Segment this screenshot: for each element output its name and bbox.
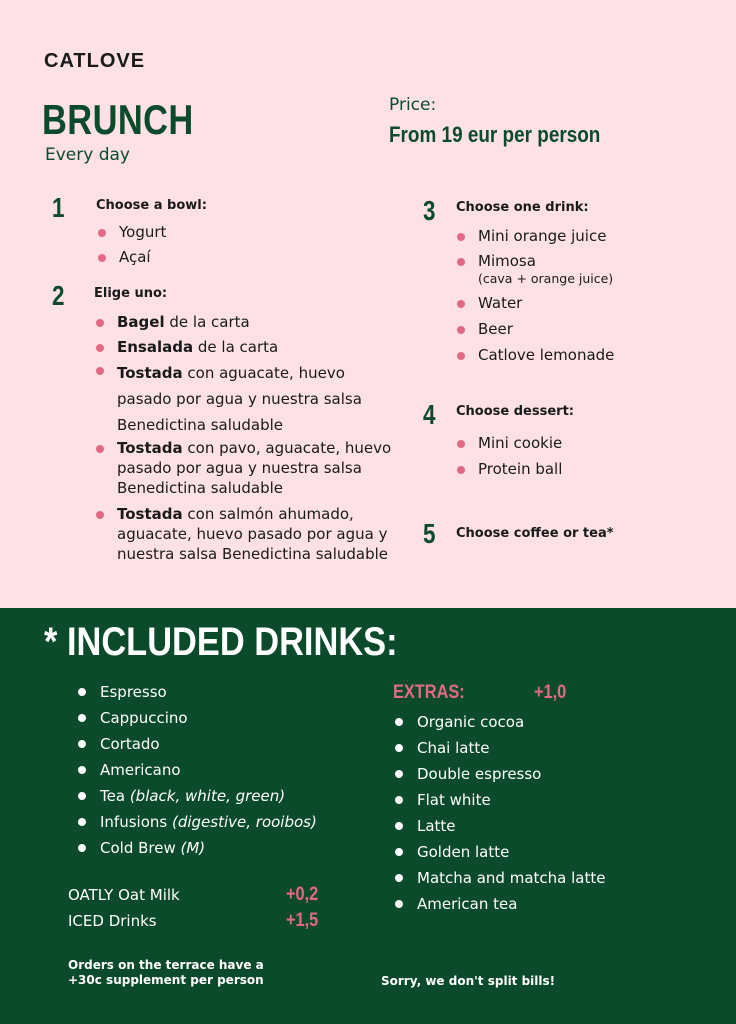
list-item: Golden latte: [393, 842, 605, 868]
price-label: Price:: [389, 95, 437, 115]
step-5-title: Choose coffee or tea*: [456, 526, 614, 541]
list-item: Espresso: [76, 682, 317, 708]
list-item: Infusions (digestive, rooibos): [76, 812, 317, 838]
split-bills-note: Sorry, we don't split bills!: [381, 974, 556, 988]
step-3-list: [455, 226, 614, 365]
addon-oat-milk-label: OATLY Oat Milk: [68, 886, 180, 904]
list-item: Double espresso: [393, 764, 605, 790]
list-item: Latte: [393, 816, 605, 842]
list-item: Cappuccino: [76, 708, 317, 734]
list-item: Matcha and matcha latte: [393, 868, 605, 894]
list-item: Cortado: [76, 734, 317, 760]
list-item: American tea: [393, 894, 605, 920]
step-3-number: 3: [423, 195, 436, 226]
list-item: Chai latte: [393, 738, 605, 764]
addon-iced-price: +1,5: [286, 910, 319, 931]
list-item: Water: [455, 293, 614, 313]
page-subtitle: Every day: [45, 145, 130, 165]
list-item: Cold Brew (M): [76, 838, 317, 864]
list-item: Mini cookie: [455, 433, 562, 453]
extras-price: +1,0: [534, 682, 567, 703]
addon-iced-label: ICED Drinks: [68, 912, 157, 930]
list-item: Tea (black, white, green): [76, 786, 317, 812]
step-1-list: [96, 222, 166, 267]
list-item: Tostada con pavo, aguacate, huevo pasado por agua y nuestra salsa Benedictina saludable: [94, 438, 404, 498]
list-item: Mimosa (cava + orange juice): [455, 251, 614, 287]
list-item: Mini orange juice: [455, 226, 614, 246]
step-4-title: Choose dessert:: [456, 404, 574, 419]
step-2-title: Elige uno:: [94, 286, 168, 301]
price-value: From 19 eur per person: [389, 122, 601, 147]
list-item: Açaí: [96, 247, 166, 267]
step-2-number: 2: [52, 280, 65, 311]
step-1-number: 1: [52, 192, 65, 223]
terrace-note: Orders on the terrace have a +30c supplement per person: [68, 958, 264, 987]
list-item: Protein ball: [455, 459, 562, 479]
list-item: Catlove lemonade: [455, 345, 614, 365]
catlove-logo: CATLOVE: [44, 50, 146, 72]
list-item: Organic cocoa: [393, 712, 605, 738]
step-2-list: [94, 312, 404, 564]
addon-oat-milk-price: +0,2: [286, 884, 319, 905]
included-drinks-list: [76, 682, 317, 864]
list-item: Tostada con aguacate, huevo pasado por agua y nuestra salsa Benedictina saludable: [94, 360, 404, 438]
list-item: Americano: [76, 760, 317, 786]
step-4-list: [455, 433, 562, 479]
list-item: Yogurt: [96, 222, 166, 242]
list-item: Tostada con salmón ahumado, aguacate, huevo pasado por agua y nuestra salsa Benedictina saludable: [94, 504, 404, 564]
page-title: BRUNCH: [42, 96, 194, 143]
step-5-number: 5: [423, 518, 436, 549]
list-item: Beer: [455, 319, 614, 339]
step-3-title: Choose one drink:: [456, 200, 589, 215]
extras-label: EXTRAS:: [393, 682, 465, 703]
step-4-number: 4: [423, 399, 436, 430]
extras-list: [393, 712, 605, 920]
list-item: Flat white: [393, 790, 605, 816]
list-item: Ensalada de la carta: [94, 337, 404, 357]
list-item: Bagel de la carta: [94, 312, 404, 332]
included-drinks-title: * INCLUDED DRINKS:: [44, 620, 398, 664]
step-1-title: Choose a bowl:: [96, 198, 207, 213]
